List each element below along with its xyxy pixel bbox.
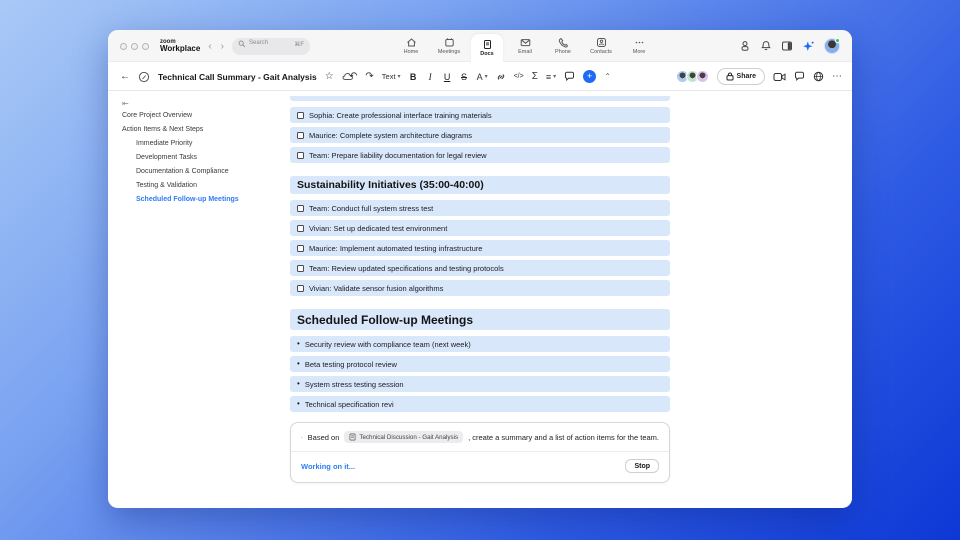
profile-icon[interactable] [739,40,751,52]
close-window-button[interactable] [120,43,127,50]
document-body [108,91,852,507]
video-camera-icon[interactable] [773,72,786,82]
email-icon [520,37,531,48]
checkbox-icon[interactable] [297,152,304,159]
collapse-toolbar-chevron[interactable]: ⌃ [604,72,611,81]
status-dot [835,38,840,43]
share-button[interactable]: Share [717,68,765,85]
document-toolbar [108,62,852,91]
section-heading-meetings: Scheduled Follow-up Meetings [290,309,670,330]
code-block-button[interactable]: </> [513,73,524,80]
tab-phone[interactable]: Phone [547,32,579,60]
minimize-window-button[interactable] [131,43,138,50]
bullet-icon: • [297,379,300,388]
checkbox-icon[interactable] [297,245,304,252]
app-tabs [395,30,655,62]
outline-item-action-items[interactable]: Action Items & Next Steps [122,125,204,133]
outline-item-testing-validation[interactable]: Testing & Validation [136,181,197,189]
search-placeholder: Search [249,39,269,46]
italic-button[interactable]: I [428,71,432,82]
tab-contacts[interactable]: Contacts [585,32,617,60]
bullet-item[interactable]: • Technical specification revi [290,396,670,412]
insert-plus-button[interactable]: + [583,70,596,83]
tab-home[interactable]: Home [395,32,427,60]
collapse-sidebar-icon[interactable]: ⇤ [122,99,129,108]
ai-companion-panel [290,422,670,483]
phone-icon [558,37,569,48]
logo-workplace: Workplace [160,44,201,53]
nav-forward-icon[interactable]: › [220,40,224,52]
globe-icon[interactable] [813,71,824,82]
source-doc-chip[interactable]: Technical Discussion - Gait Analysis [344,431,463,443]
chat-bubble-icon[interactable] [794,71,805,82]
search-input[interactable] [232,38,310,55]
outline-sidebar [118,99,286,206]
bullet-item[interactable]: • Beta testing protocol review [290,356,670,372]
ai-companion-icon[interactable] [802,40,815,53]
outline-item-documentation-compliance[interactable]: Documentation & Compliance [136,167,229,175]
document-title[interactable]: Technical Call Summary - Gait Analysis [158,71,317,82]
search-shortcut: ⌘F [294,41,304,48]
notifications-bell-icon[interactable] [760,40,772,52]
bullet-item[interactable]: • System stress testing session [290,376,670,392]
collaborator-avatars [676,70,709,83]
equation-button[interactable]: Σ [531,70,538,82]
calendar-icon [444,37,455,48]
nav-back-icon[interactable]: ‹ [208,40,212,52]
underline-button[interactable]: U [443,71,451,82]
logo-zoom: zoom [160,39,176,45]
doc-emoji-icon [138,71,150,83]
strikethrough-button[interactable]: S [461,71,468,82]
home-icon [406,37,417,48]
docs-icon [482,39,493,50]
redo-icon[interactable]: ↷ [365,70,374,82]
search-icon [238,40,246,48]
tab-email[interactable]: Email [509,32,541,60]
checklist-item[interactable]: Team: Conduct full system stress test [290,200,670,216]
chevron-down-icon: ▾ [484,74,488,80]
tab-meetings[interactable]: Meetings [433,32,465,60]
checklist-item[interactable]: Maurice: Complete system architecture diagrams [290,127,670,143]
user-avatar[interactable] [824,38,840,54]
side-panel-toggle-icon[interactable] [781,40,793,52]
checklist-item[interactable]: Vivian: Set up dedicated test environment [290,220,670,236]
text-style-dropdown[interactable]: Text ▾ [381,72,401,81]
doc-icon [349,433,356,441]
collaborator-avatar-3[interactable] [696,70,709,83]
checkbox-icon[interactable] [297,225,304,232]
comment-icon[interactable] [564,71,575,82]
checkbox-icon[interactable] [297,112,304,119]
text-color-dropdown[interactable]: A ▾ [476,71,488,82]
chevron-down-icon: ▾ [397,74,401,80]
checklist-item[interactable]: Team: Prepare liability documentation for legal review [290,147,670,163]
ai-prompt-suffix: , create a summary and a list of action items for the team. [468,432,659,442]
checklist-item[interactable]: Sophia: Create professional interface training materials [290,107,670,123]
checkbox-icon[interactable] [297,265,304,272]
outline-item-development-tasks[interactable]: Development Tasks [136,153,197,161]
checkbox-icon[interactable] [297,285,304,292]
ai-prompt-prefix: Based on [307,432,340,442]
document-content [290,96,670,483]
checklist-item[interactable]: Maurice: Implement automated testing infrastructure [290,240,670,256]
section-heading-sustainability: Sustainability Initiatives (35:00-40:00) [290,176,670,194]
bullet-icon: • [297,339,300,348]
lock-icon [726,72,734,81]
bullet-icon: • [297,399,300,408]
link-icon[interactable] [496,72,506,82]
undo-icon[interactable]: ↶ [349,70,358,82]
align-dropdown[interactable]: ≡ ▾ [545,71,557,82]
stop-button[interactable]: Stop [625,459,659,473]
checkbox-icon[interactable] [297,205,304,212]
more-options-icon[interactable]: ⋯ [832,70,842,82]
outline-item-immediate-priority[interactable]: Immediate Priority [136,139,193,147]
tab-more[interactable]: More [623,32,655,60]
bold-button[interactable]: B [409,71,417,82]
zoom-workplace-logo [160,39,200,53]
ai-sparkle-icon [301,432,303,443]
bullet-item[interactable]: • Security review with compliance team (next week) [290,336,670,352]
outline-item-scheduled-meetings[interactable]: Scheduled Follow-up Meetings [136,195,239,203]
bullet-icon: • [297,359,300,368]
checklist-item[interactable]: Vivian: Validate sensor fusion algorithms [290,280,670,296]
chevron-down-icon: ▾ [553,74,557,80]
more-icon [634,37,645,48]
ai-status-text: Working on it... [301,461,356,471]
window-controls [120,43,149,50]
zoom-window-button[interactable] [142,43,149,50]
checklist-item[interactable]: Team: Review updated specifications and testing protocols [290,260,670,276]
zoom-workplace-window [108,30,852,508]
star-favorite-icon[interactable]: ☆ [324,70,334,82]
tab-docs[interactable]: Docs [471,34,503,62]
back-icon[interactable]: ← [120,70,130,82]
titlebar [108,30,852,62]
contacts-icon [596,37,607,48]
clipped-row [290,96,670,101]
checkbox-icon[interactable] [297,132,304,139]
outline-item-core-project-overview[interactable]: Core Project Overview [122,111,193,119]
